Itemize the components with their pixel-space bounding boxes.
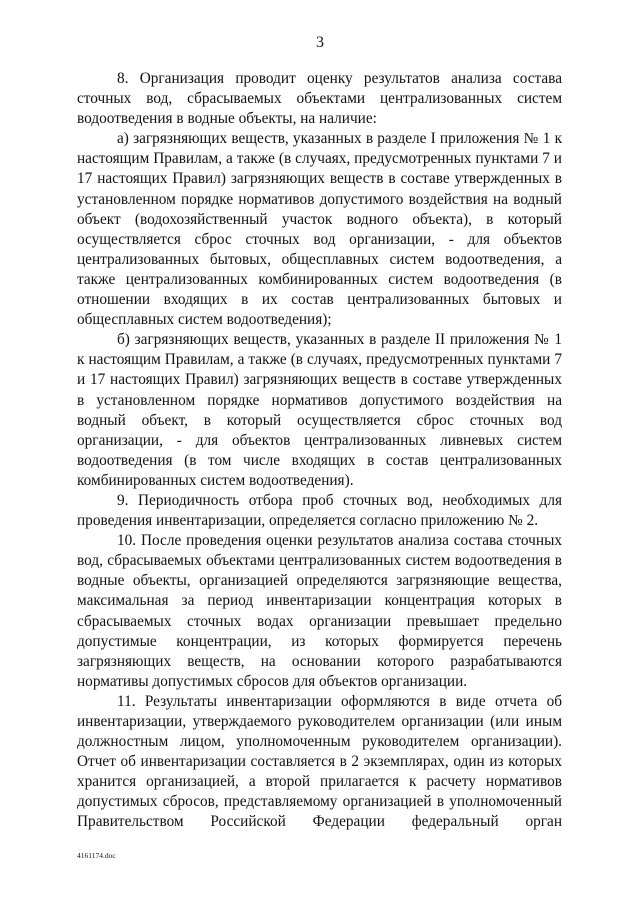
paragraph-9: 9. Периодичность отбора проб сточных вод, необходимых для проведения инвентаризации, определяется согласно приложению № 2. [77,491,562,530]
paragraph-8: 8. Организация проводит оценку результатов анализа состава сточных вод, сбрасываемых объектами централизованных систем водоотведения в водные объекты, на наличие: [77,70,562,128]
subparagraph-b: б) загрязняющих веществ, указанных в разделе II приложения № 1 к настоящим Правилам, а также (в случаях, предусмотренных пунктами 7 и 17 настоящих Правил) загрязняющих веществ в составе утвержденных в установленном порядке нормативов допустимого воздействия на водный объект, в который осуществляется сброс сточных вод организации, - для объектов централизованных ливневых систем водоотведения (в том числе входящих в состав централизованных комбинированных систем водоотведения). [77,331,562,489]
subparagraph-a: а) загрязняющих веществ, указанных в разделе I приложения № 1 к настоящим Правилам, а также (в случаях, предусмотренных пунктами 7 и 17 настоящих Правил) загрязняющих веществ в составе утвержденных в установленном порядке нормативов допустимого воздействия на водный объект (водохозяйственный участок водного объекта), в который осуществляется сброс сточных вод организации, - для объектов централизованных бытовых, общесплавных систем водоотведения, а также централизованных комбинированных систем водоотведения (в отношении входящих в их состав централизованных бытовых и общесплавных систем водоотведения); [77,130,562,329]
paragraph-10: 10. После проведения оценки результатов анализа состава сточных вод, сбрасываемых объектами централизованных систем водоотведения в водные объекты, организацией определяются загрязняющие вещества, максимальная за период инвентаризации концентрация которых в сбрасываемых сточных водах организации превышает предельно допустимые концентрации, из которых формируется перечень загрязняющих веществ, на основании которого разрабатываются нормативы допустимых сбросов для объектов организации. [77,532,562,690]
paragraph-11: 11. Результаты инвентаризации оформляются в виде отчета об инвентаризации, утверждаемого руководителем организации (или иным должностным лицом, уполномоченным руководителем организации). Отчет об инвентаризации составляется в 2 экземплярах, один из которых хранится организацией, а второй прилагается к расчету нормативов допустимых сбросов, представляемому организацией в уполномоченный Правительством Российской Федерации федеральный орган [77,692,562,831]
footer-filename: 4161174.doc [77,851,116,860]
document-body [77,69,562,833]
page-number: 3 [316,34,324,51]
